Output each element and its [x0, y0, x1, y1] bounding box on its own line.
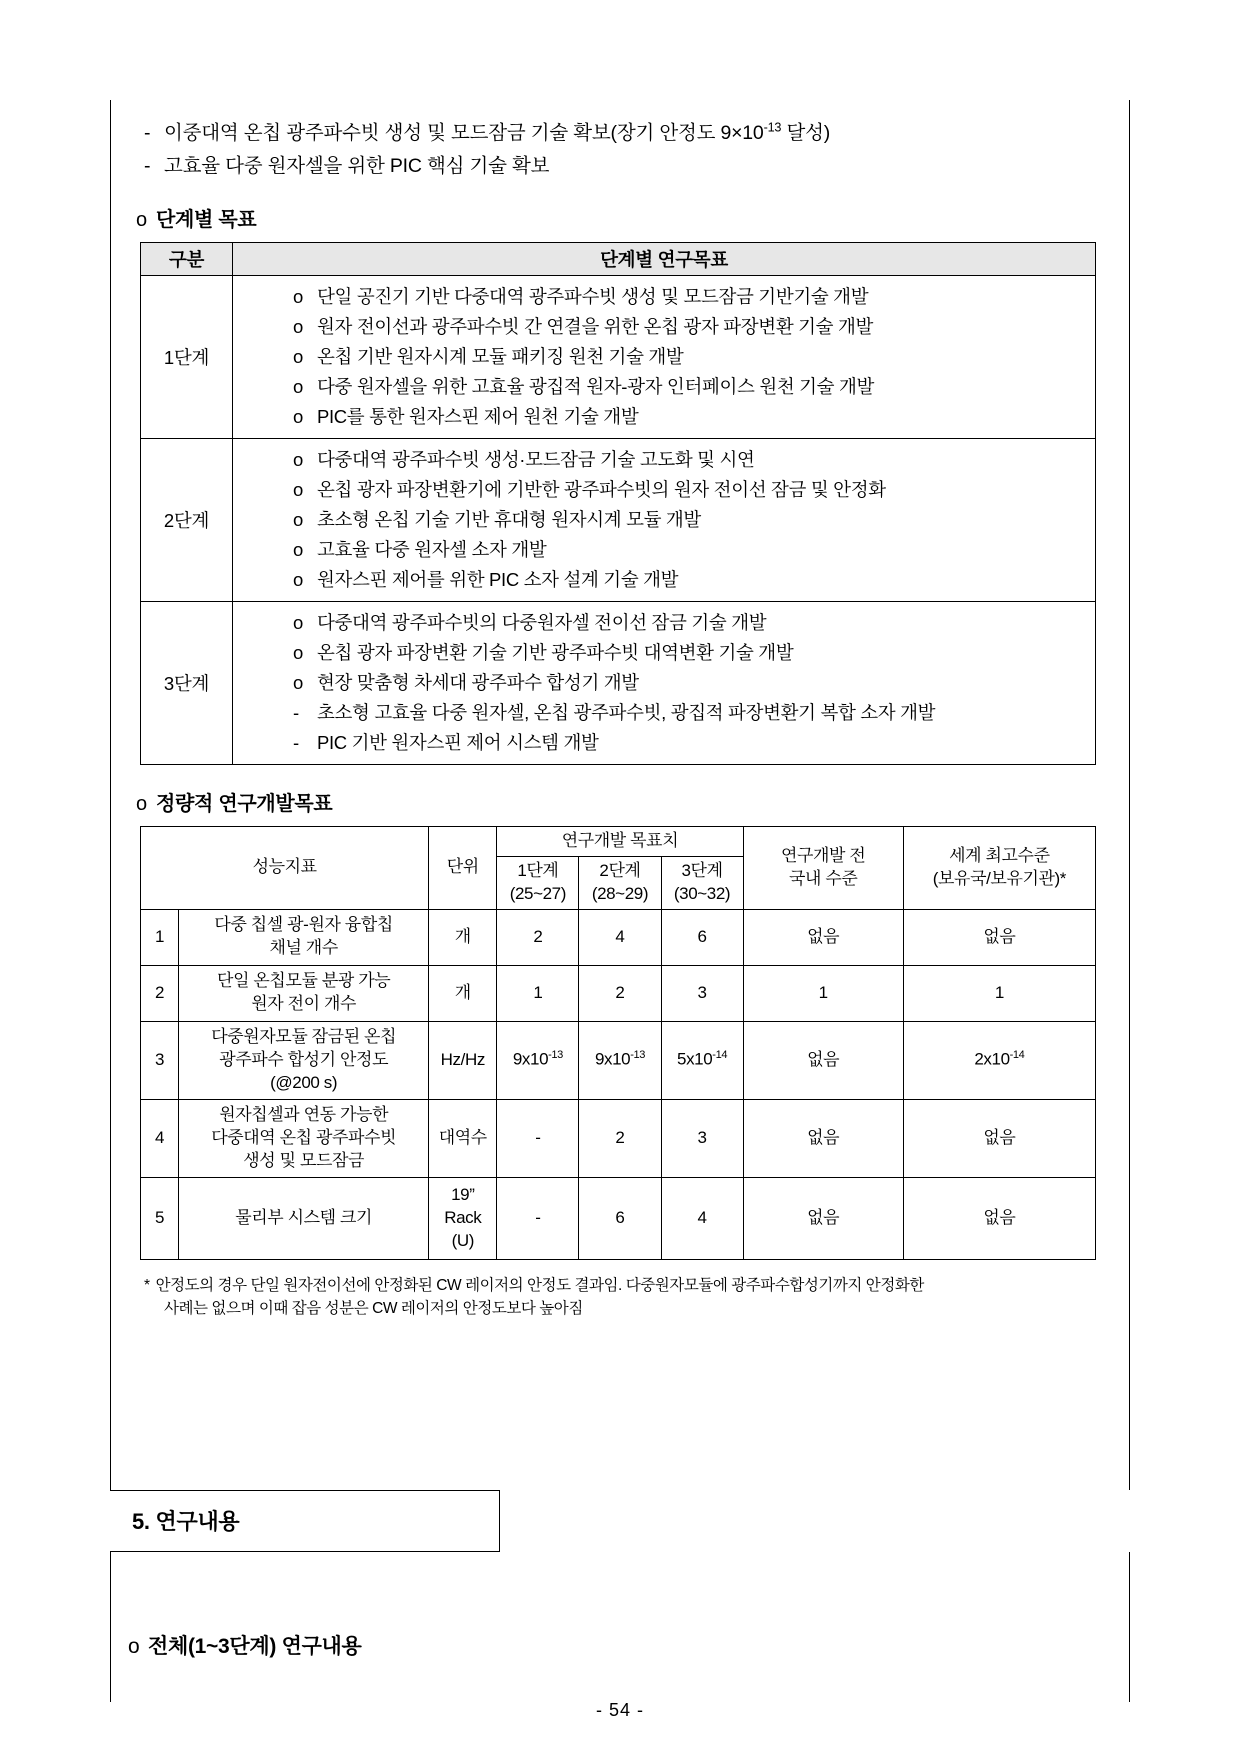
list-item — [233, 638, 1095, 668]
header-metric: 성능지표 — [141, 826, 429, 909]
stage-items-3 — [233, 602, 1096, 765]
list-item — [233, 402, 1095, 432]
quantitative-goal-table — [140, 826, 1096, 1260]
row-unit-line2: Rack — [444, 1207, 482, 1227]
row-metric-name — [179, 909, 429, 965]
header-target-group: 연구개발 목표치 — [497, 826, 743, 856]
row-no: 1 — [141, 909, 179, 965]
row-stage1-value — [497, 1021, 579, 1099]
item-text: 원자스핀 제어를 위한 PIC 소자 설계 기술 개발 — [317, 569, 679, 591]
item-text: 온칩 광자 파장변환기에 기반한 광주파수빗의 원자 전이선 잠금 및 안정화 — [317, 479, 886, 501]
row-stage1-value: 2 — [497, 909, 579, 965]
item-marker: o — [293, 672, 303, 694]
table-row — [141, 1099, 1096, 1177]
circle-marker: o — [136, 792, 147, 815]
row-metric-line1: 다중 칩셀 광-원자 융합칩 — [214, 915, 393, 935]
item-text: 온칩 광자 파장변환 기술 기반 광주파수빗 대역변환 기술 개발 — [317, 642, 794, 664]
intro-bullet-2-text: 고효율 다중 원자셀을 위한 PIC 핵심 기술 확보 — [164, 155, 550, 178]
item-text: 초소형 고효율 다중 원자셀, 온칩 광주파수빗, 광집적 파장변환기 복합 소자 개발 — [317, 702, 936, 724]
list-item — [233, 372, 1095, 402]
row-no: 3 — [141, 1021, 179, 1099]
item-marker: - — [293, 702, 299, 724]
table-row — [141, 909, 1096, 965]
table-header-row-1 — [141, 826, 1096, 856]
row-world-value: 1 — [903, 965, 1095, 1021]
header-domestic — [743, 826, 903, 909]
intro-bullet-1-sup: -13 — [763, 120, 782, 135]
row-metric-line1: 원자칩셀과 연동 가능한 — [219, 1104, 389, 1124]
row-unit-line3: (U) — [451, 1230, 475, 1250]
item-text: PIC를 통한 원자스핀 제어 원천 기술 개발 — [317, 406, 639, 428]
row-metric-line3: (@200 s) — [270, 1072, 338, 1092]
value-exponent: -14 — [712, 1049, 728, 1062]
header-world-line2: (보유국/보유기관)* — [932, 868, 1066, 888]
row-metric-name — [179, 1021, 429, 1099]
row-stage3-value: 4 — [661, 1177, 743, 1259]
item-marker: o — [293, 642, 303, 664]
row-domestic-value: 없음 — [743, 1099, 903, 1177]
list-item — [233, 668, 1095, 698]
header-stage2-years: (28~29) — [591, 883, 649, 903]
row-stage3-value: 3 — [661, 1099, 743, 1177]
row-stage1-value: 1 — [497, 965, 579, 1021]
table-row — [141, 602, 1096, 765]
item-text: 다중대역 광주파수빗의 다중원자셀 전이선 잠금 기술 개발 — [317, 612, 767, 634]
row-stage3-value: 3 — [661, 965, 743, 1021]
value-base: 2x10 — [974, 1050, 1010, 1070]
table-footnote — [144, 1274, 1094, 1321]
row-domestic-value: 없음 — [743, 1021, 903, 1099]
item-marker: o — [293, 449, 303, 471]
row-no: 2 — [141, 965, 179, 1021]
heading-stage-goal — [136, 203, 1122, 232]
header-world-line1: 세계 최고수준 — [949, 845, 1050, 865]
item-text: PIC 기반 원자스핀 제어 시스템 개발 — [317, 732, 599, 753]
header-stage2-label: 2단계 — [599, 860, 641, 880]
document-content — [122, 118, 1122, 1320]
item-marker: o — [293, 346, 303, 368]
list-item — [233, 312, 1095, 342]
item-marker: o — [293, 376, 303, 398]
row-unit: 개 — [429, 965, 497, 1021]
heading-quant-goal — [136, 787, 1122, 816]
row-domestic-value: 없음 — [743, 1177, 903, 1259]
row-no: 4 — [141, 1099, 179, 1177]
list-item — [233, 505, 1095, 535]
row-unit-line1: 19” — [451, 1184, 475, 1204]
header-division: 구분 — [141, 243, 233, 276]
row-metric-line2: 다중대역 온칩 광주파수빗 — [211, 1127, 397, 1147]
row-world-value: 없음 — [903, 1177, 1095, 1259]
row-domestic-value: 1 — [743, 965, 903, 1021]
row-metric-line1: 단일 온칩모듈 분광 가능 — [217, 971, 391, 991]
row-metric-name — [179, 965, 429, 1021]
row-metric-name — [179, 1177, 429, 1259]
row-metric-line2: 채널 개수 — [269, 938, 338, 958]
row-metric-line1: 다중원자모듈 잠금된 온칩 — [211, 1026, 397, 1046]
intro-bullet-1 — [122, 118, 1122, 148]
row-metric-line2: 원자 전이 개수 — [251, 994, 357, 1014]
row-stage1-value: - — [497, 1177, 579, 1259]
footnote-line1: 안정도의 경우 단일 원자전이선에 안정화된 CW 레이저의 안정도 결과임. 다중원자모듈에 광주파수합성기까지 안정화한 — [155, 1276, 924, 1294]
header-domestic-line2: 국내 수준 — [788, 868, 858, 888]
header-stage1-label: 1단계 — [517, 860, 559, 880]
row-stage1-value: - — [497, 1099, 579, 1177]
value-exponent: -13 — [630, 1049, 645, 1062]
row-metric-line3: 생성 및 모드잠금 — [243, 1150, 365, 1170]
item-marker: o — [293, 539, 303, 561]
list-item — [233, 282, 1095, 312]
header-stage2 — [579, 856, 661, 909]
row-stage3-value — [661, 1021, 743, 1099]
table-header-row — [141, 243, 1096, 276]
table-row — [141, 276, 1096, 439]
item-marker: o — [293, 509, 303, 531]
row-unit: Hz/Hz — [429, 1021, 497, 1099]
row-unit — [429, 1177, 497, 1259]
value-base: 9x10 — [594, 1050, 631, 1070]
list-item — [233, 342, 1095, 372]
list-item — [233, 475, 1095, 505]
item-marker: o — [293, 286, 303, 308]
stage-items-2 — [233, 439, 1096, 602]
value-base: 5x10 — [677, 1050, 713, 1070]
value-exponent: -14 — [1009, 1049, 1025, 1062]
chapter-title: 5. 연구내용 — [132, 1509, 240, 1534]
row-metric-line1: 물리부 시스템 크기 — [235, 1207, 373, 1227]
list-item — [233, 445, 1095, 475]
row-stage2-value: 2 — [579, 965, 661, 1021]
list-item — [233, 535, 1095, 565]
row-domestic-value: 없음 — [743, 909, 903, 965]
item-marker: - — [293, 732, 299, 753]
item-marker: o — [293, 612, 303, 634]
circle-marker: o — [136, 209, 147, 232]
row-metric-name — [179, 1099, 429, 1177]
table-row — [141, 965, 1096, 1021]
item-marker: o — [293, 479, 303, 501]
dash-marker: - — [144, 155, 151, 178]
header-stage3 — [661, 856, 743, 909]
heading-quant-goal-text: 정량적 연구개발목표 — [156, 792, 333, 815]
value-exponent: -13 — [548, 1049, 563, 1062]
stage-label-3: 3단계 — [141, 602, 233, 765]
list-item — [233, 728, 1095, 758]
page-number: - 54 - — [595, 1700, 644, 1720]
item-text: 현장 맞춤형 차세대 광주파수 합성기 개발 — [317, 672, 639, 694]
item-text: 다중 원자셀을 위한 고효율 광집적 원자-광자 인터페이스 원천 기술 개발 — [317, 376, 875, 398]
item-text: 단일 공진기 기반 다중대역 광주파수빗 생성 및 모드잠금 기반기술 개발 — [317, 286, 869, 308]
item-marker: o — [293, 316, 303, 338]
footnote-line2: 사례는 없으며 이때 잡음 성분은 CW 레이저의 안정도보다 높아짐 — [164, 1300, 583, 1318]
row-metric-line2: 광주파수 합성기 안정도 — [219, 1049, 389, 1069]
item-text: 온칩 기반 원자시계 모듈 패키징 원천 기술 개발 — [317, 346, 684, 368]
list-item — [233, 698, 1095, 728]
header-domestic-line1: 연구개발 전 — [780, 845, 866, 865]
item-text: 초소형 온칩 기술 기반 휴대형 원자시계 모듈 개발 — [317, 509, 701, 531]
intro-bullet-2 — [122, 151, 1122, 181]
stage-label-2: 2단계 — [141, 439, 233, 602]
header-stage1 — [497, 856, 579, 909]
subsection-heading-text: 전체(1~3단계) 연구내용 — [148, 1635, 362, 1658]
list-item — [233, 608, 1095, 638]
row-world-value: 없음 — [903, 1099, 1095, 1177]
row-world-value — [903, 1021, 1095, 1099]
row-stage2-value: 6 — [579, 1177, 661, 1259]
row-unit: 개 — [429, 909, 497, 965]
row-stage2-value: 2 — [579, 1099, 661, 1177]
subsection-heading — [128, 1630, 362, 1660]
row-stage3-value: 6 — [661, 909, 743, 965]
row-stage2-value — [579, 1021, 661, 1099]
stage-label-1: 1단계 — [141, 276, 233, 439]
header-stage3-years: (30~32) — [673, 883, 731, 903]
row-stage2-value: 4 — [579, 909, 661, 965]
table-row — [141, 1021, 1096, 1099]
stage-items-1 — [233, 276, 1096, 439]
table-row — [141, 439, 1096, 602]
page-border-frame-lower — [110, 1552, 1130, 1702]
intro-bullet-1-tail: 달성) — [781, 122, 831, 144]
footnote-mark: * — [144, 1276, 150, 1294]
dash-marker: - — [144, 122, 151, 144]
header-world — [903, 826, 1095, 909]
item-text: 원자 전이선과 광주파수빗 간 연결을 위한 온칩 광자 파장변환 기술 개발 — [317, 316, 874, 338]
header-stage-goal: 단계별 연구목표 — [233, 243, 1096, 276]
item-text: 고효율 다중 원자셀 소자 개발 — [317, 539, 547, 561]
intro-bullet-1-text: 이중대역 온칩 광주파수빗 생성 및 모드잠금 기술 확보(장기 안정도 9×10 — [164, 122, 764, 144]
item-marker: o — [293, 569, 303, 591]
row-unit: 대역수 — [429, 1099, 497, 1177]
item-marker: o — [293, 406, 303, 428]
header-unit: 단위 — [429, 826, 497, 909]
list-item — [233, 565, 1095, 595]
row-world-value: 없음 — [903, 909, 1095, 965]
stage-goal-table — [140, 242, 1096, 765]
heading-stage-goal-text: 단계별 목표 — [156, 209, 257, 232]
value-base: 9x10 — [512, 1050, 549, 1070]
header-stage1-years: (25~27) — [509, 883, 567, 903]
table-row — [141, 1177, 1096, 1259]
item-text: 다중대역 광주파수빗 생성·모드잠금 기술 고도화 및 시연 — [317, 449, 755, 471]
row-no: 5 — [141, 1177, 179, 1259]
header-stage3-label: 3단계 — [681, 860, 723, 880]
circle-marker: o — [128, 1635, 140, 1658]
